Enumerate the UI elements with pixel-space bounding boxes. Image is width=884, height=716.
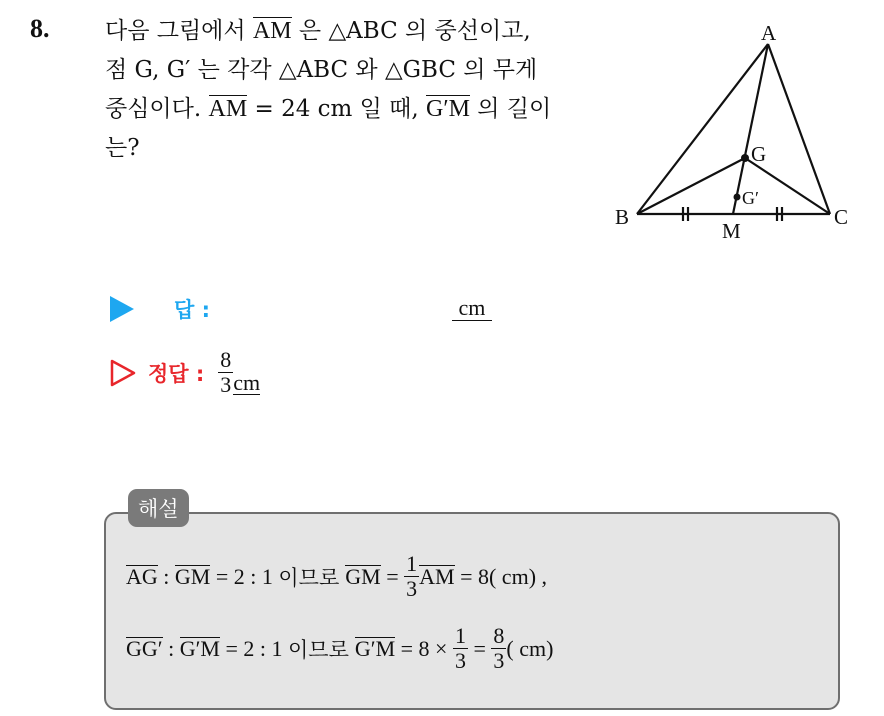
label-c: C	[834, 205, 849, 229]
correct-answer-label: 정답 :	[148, 361, 205, 386]
triangle-figure	[605, 20, 865, 250]
segment-gpm: G′M	[426, 96, 470, 122]
explanation-line-1: AG : GM = 2 : 1 이므로 GM = $\frac{1}{3}$ AM = 8( cm) ,	[126, 551, 548, 601]
question-line-4: 는?	[105, 135, 140, 161]
answer-fraction: $\frac{8}{3}$	[220, 347, 232, 397]
point-g	[741, 154, 749, 162]
label-b: B	[615, 205, 630, 229]
segment-gb	[637, 158, 745, 214]
label-a: A	[761, 21, 777, 45]
correct-answer-value	[218, 348, 260, 397]
edge-ac	[768, 44, 830, 214]
answer-prompt-row	[110, 294, 210, 324]
answer-unit: cm	[233, 370, 261, 395]
answer-unit-blank[interactable]: cm	[452, 296, 492, 321]
fraction-one-third: $\frac{1}{3}$	[406, 551, 418, 601]
question-number: 8.	[30, 14, 50, 43]
segment-am: AM	[252, 18, 292, 44]
play-outline-icon	[110, 359, 136, 387]
question-line-2: 점 G, G′ 는 각각 △ABC 와 △GBC 의 무게	[105, 57, 538, 83]
question-text	[105, 12, 605, 168]
point-gprime	[734, 194, 741, 201]
label-m: M	[722, 219, 741, 243]
answer-prompt-label: 답 :	[174, 298, 210, 322]
fraction-one-third-2: $\frac{1}{3}$	[454, 623, 466, 673]
explanation-box	[104, 512, 840, 710]
correct-answer-row	[110, 348, 260, 397]
question-line-1: 다음 그림에서 AM 은 △ABC 의 중선이고,	[105, 18, 531, 44]
play-filled-icon	[110, 296, 134, 322]
segment-am-2: AM	[208, 96, 248, 122]
explanation-tag: 해설	[128, 489, 189, 527]
fraction-eight-thirds: $\frac{8}{3}$	[493, 623, 505, 673]
label-g: G	[751, 142, 767, 166]
label-gprime: G′	[742, 188, 759, 208]
question-line-3: 중심이다. AM = 24 cm 일 때, G′M 의 길이	[105, 96, 552, 122]
explanation-line-2: GG′ : G′M = 2 : 1 이므로 G′M = 8 × $\frac{1}{3}$ = $\frac{8}{3}$ ( cm)	[126, 623, 554, 673]
